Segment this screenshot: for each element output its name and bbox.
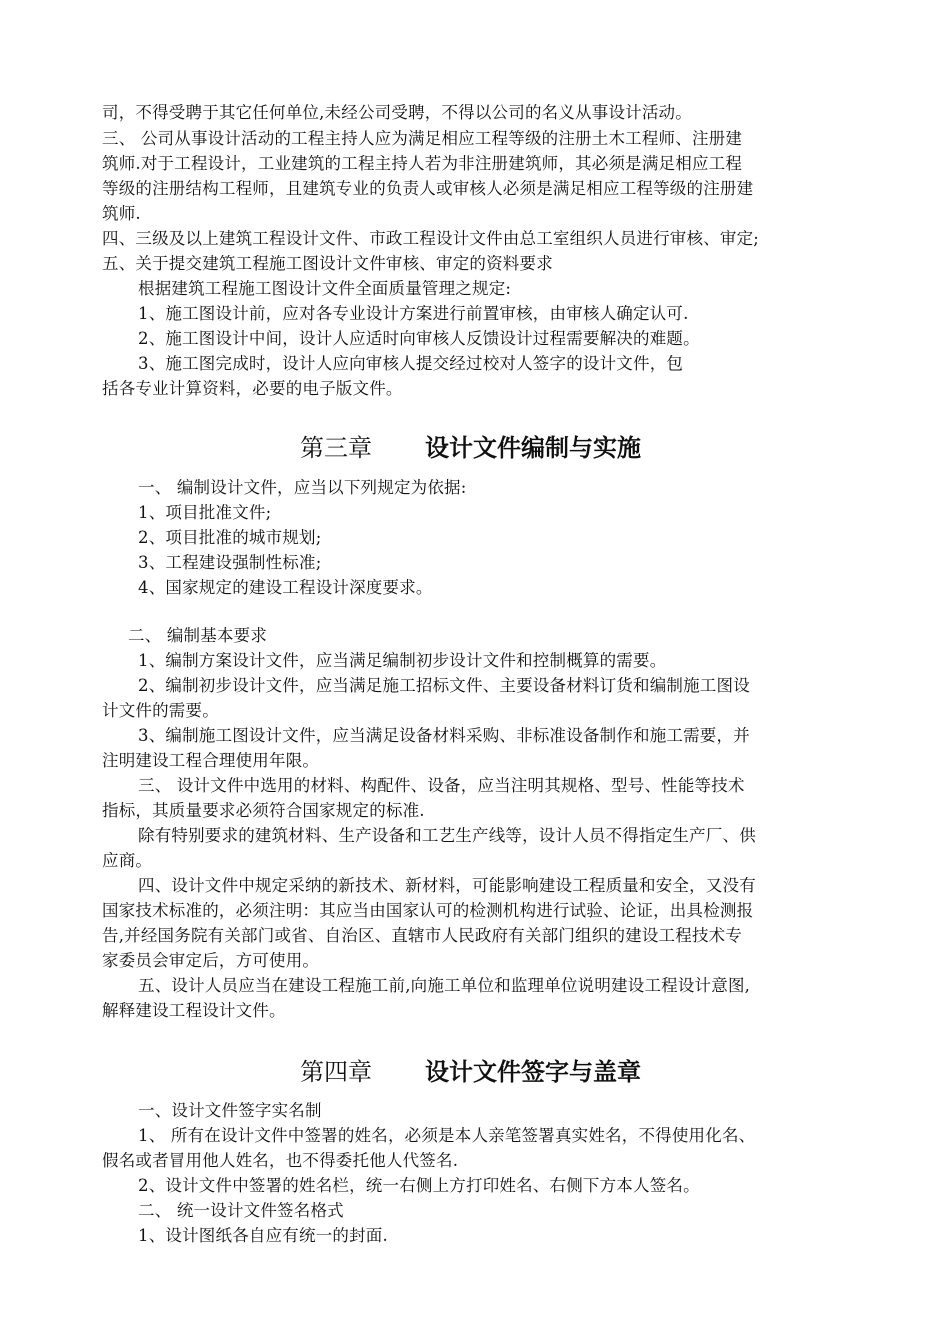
paragraph-line: 计文件的需要。 [102, 701, 219, 720]
chapter-number: 第三章 [300, 434, 372, 462]
paragraph-line: 筑师.对于工程设计，工业建筑的工程主持人若为非注册建筑师，其必须是满足相应工程 [102, 154, 743, 173]
paragraph-line: 四、三级及以上建筑工程设计文件、市政工程设计文件由总工室组织人员进行审核、审定; [102, 229, 760, 248]
paragraph-line: 指标，其质量要求必须符合国家规定的标准. [102, 801, 425, 820]
paragraph-line: 2、项目批准的城市规划; [138, 528, 322, 547]
paragraph-line: 告,并经国务院有关部门或省、自治区、直辖市人民政府有关部门组织的建设工程技术专 [102, 926, 743, 945]
paragraph-line: 3、编制施工图设计文件，应当满足设备材料采购、非标准设备制作和施工需要，并 [138, 726, 750, 745]
paragraph-line: 等级的注册结构工程师，且建筑专业的负责人或审核人必须是满足相应工程等级的注册建 [102, 179, 754, 198]
paragraph-line: 二、 统一设计文件签名格式 [138, 1201, 344, 1220]
paragraph-line: 四、设计文件中规定采纳的新技术、新材料，可能影响建设工程质量和安全，又没有 [138, 876, 756, 895]
chapter-number: 第四章 [300, 1058, 372, 1086]
paragraph-line: 三、 设计文件中选用的材料、构配件、设备，应当注明其规格、型号、性能等技术 [138, 776, 745, 795]
paragraph-line: 假名或者冒用他人姓名，也不得委托他人代签名. [102, 1151, 459, 1170]
paragraph-line: 一、设计文件签字实名制 [138, 1101, 322, 1120]
paragraph-line: 括各专业计算资料，必要的电子版文件。 [102, 379, 403, 398]
paragraph-line: 应商。 [102, 851, 153, 870]
paragraph-line: 司，不得受聘于其它任何单位,未经公司受聘，不得以公司的名义从事设计活动。 [102, 103, 692, 122]
paragraph-line: 1、施工图设计前，应对各专业设计方案进行前置审核，由审核人确定认可. [138, 304, 689, 323]
paragraph-line: 1、设计图纸各自应有统一的封面. [138, 1226, 388, 1245]
paragraph-line: 2、编制初步设计文件，应当满足施工招标文件、主要设备材料订货和编制施工图设 [138, 676, 750, 695]
paragraph-line: 注明建设工程合理使用年限。 [102, 751, 320, 770]
paragraph-line: 2、施工图设计中间，设计人应适时向审核人反馈设计过程需要解决的难题。 [138, 329, 700, 348]
chapter-title: 设计文件签字与盖章 [425, 1057, 641, 1086]
paragraph-line: 1、项目批准文件; [138, 503, 272, 522]
paragraph-line: 1、 所有在设计文件中签署的姓名，必须是本人亲笔签署真实姓名，不得使用化名、 [138, 1126, 756, 1145]
paragraph-line: 二、 编制基本要求 [128, 626, 268, 645]
paragraph-line: 家委员会审定后，方可使用。 [102, 951, 320, 970]
paragraph-line: 一、 编制设计文件，应当以下列规定为依据: [138, 478, 467, 497]
paragraph-line: 3、工程建设强制性标准; [138, 553, 322, 572]
paragraph-line: 筑师. [102, 204, 141, 223]
paragraph-line: 五、设计人员应当在建设工程施工前,向施工单位和监理单位说明建设工程设计意图, [138, 976, 751, 995]
paragraph-line: 2、设计文件中签署的姓名栏，统一右侧上方打印姓名、右侧下方本人签名。 [138, 1176, 700, 1195]
paragraph-line: 五、关于提交建筑工程施工图设计文件审核、审定的资料要求 [102, 254, 553, 273]
paragraph-line: 除有特别要求的建筑材料、生产设备和工艺生产线等，设计人员不得指定生产厂、供 [138, 826, 756, 845]
paragraph-line: 三、 公司从事设计活动的工程主持人应为满足相应工程等级的注册土木工程师、注册建 [102, 129, 743, 148]
paragraph-line: 根据建筑工程施工图设计文件全面质量管理之规定: [138, 279, 512, 298]
chapter-title: 设计文件编制与实施 [425, 433, 641, 462]
paragraph-line: 1、编制方案设计文件，应当满足编制初步设计文件和控制概算的需要。 [138, 651, 667, 670]
paragraph-line: 4、国家规定的建设工程设计深度要求。 [138, 578, 433, 597]
paragraph-line: 3、施工图完成时，设计人应向审核人提交经过校对人签字的设计文件，包 [138, 354, 684, 373]
paragraph-line: 解释建设工程设计文件。 [102, 1001, 286, 1020]
paragraph-line: 国家技术标准的，必须注明：其应当由国家认可的检测机构进行试验、论证，出具检测报 [102, 901, 754, 920]
